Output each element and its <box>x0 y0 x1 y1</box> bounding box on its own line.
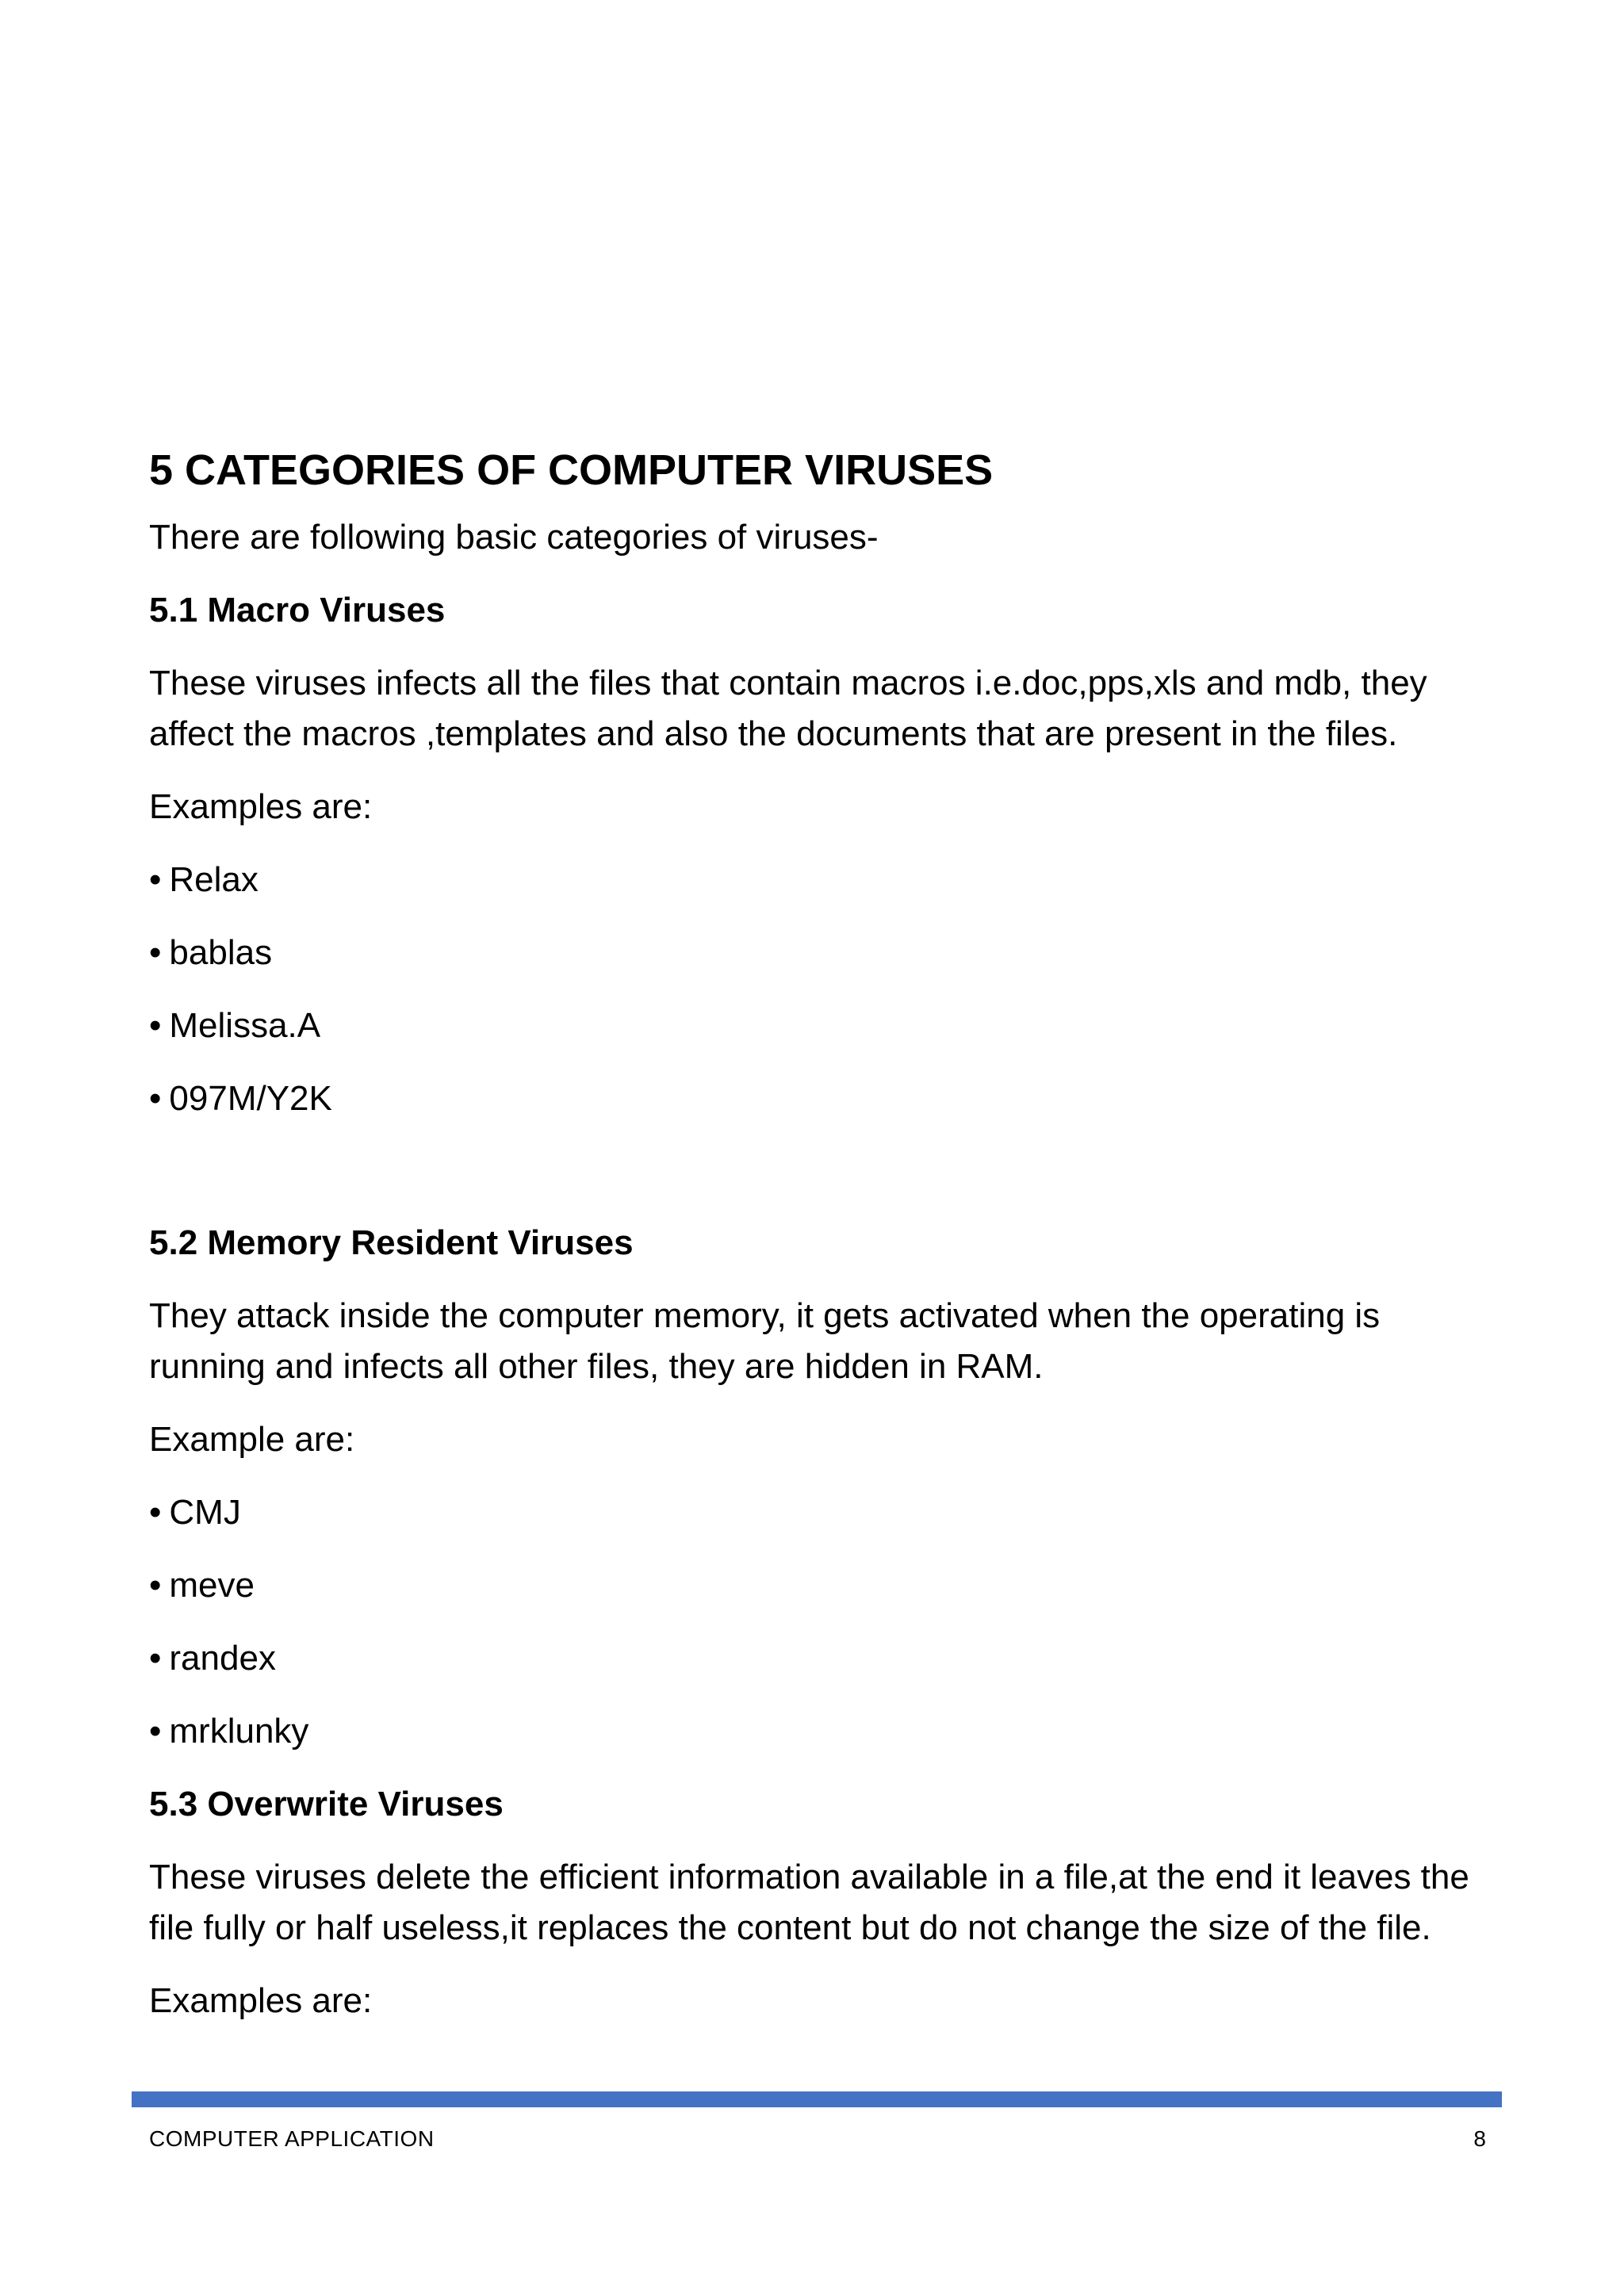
bullet-icon: • <box>149 860 162 899</box>
list-item: • meve <box>149 1560 1489 1611</box>
page-number: 8 <box>1473 2126 1486 2151</box>
bullet-icon: • <box>149 1006 162 1045</box>
bullet-icon: • <box>149 933 162 972</box>
list-item: • mrklunky <box>149 1706 1489 1757</box>
section-body-macro-viruses: These viruses infects all the files that contain macros i.e.doc,pps,xls and mdb, they affect the macros ,templates and also the documents that are present in the files. <box>149 664 1427 753</box>
list-item: • bablas <box>149 928 1489 978</box>
section-body-memory-resident-viruses: They attack inside the computer memory, it gets activated when the operating is running and infects all other files, they are hidden in RAM. <box>149 1296 1381 1386</box>
bullet-icon: • <box>149 1493 162 1532</box>
examples-list-macro-viruses <box>149 855 1489 1124</box>
list-item: • randex <box>149 1633 1489 1684</box>
list-item: • Melissa.A <box>149 1001 1489 1051</box>
bullet-icon: • <box>149 1639 162 1678</box>
examples-label-macro-viruses: Examples are: <box>149 787 373 826</box>
bullet-icon: • <box>149 1566 162 1605</box>
section-body-overwrite-viruses: These viruses delete the efficient information available in a file,at the end it leaves the file fully or half useless,it replaces the content but do not change the size of the file. <box>149 1858 1469 1947</box>
footer-rule <box>132 2091 1502 2107</box>
section-title-overwrite-viruses: 5.3 Overwrite Viruses <box>149 1785 504 1823</box>
page-content <box>149 434 1489 2026</box>
section-title-memory-resident-viruses: 5.2 Memory Resident Viruses <box>149 1223 634 1262</box>
list-item: • CMJ <box>149 1487 1489 1538</box>
examples-label-memory-resident-viruses: Example are: <box>149 1420 355 1459</box>
footer-title: COMPUTER APPLICATION <box>149 2126 435 2151</box>
examples-label-overwrite-viruses: Examples are: <box>149 1981 373 2020</box>
intro-paragraph: There are following basic categories of viruses- <box>149 518 879 557</box>
examples-list-memory-resident-viruses <box>149 1487 1489 1757</box>
bullet-icon: • <box>149 1079 162 1118</box>
list-item: • Relax <box>149 855 1489 905</box>
bullet-icon: • <box>149 1712 162 1751</box>
page-title: 5 CATEGORIES OF COMPUTER VIRUSES <box>149 446 994 494</box>
section-title-macro-viruses: 5.1 Macro Viruses <box>149 591 446 629</box>
list-item: • 097M/Y2K <box>149 1073 1489 1124</box>
